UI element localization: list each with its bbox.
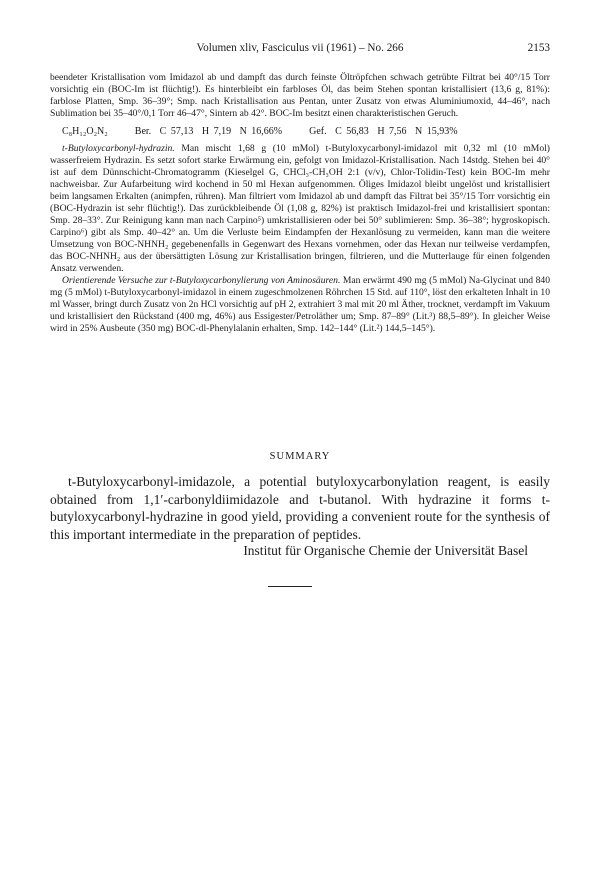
- calculated-n: N 16,66%: [239, 126, 283, 137]
- journal-title: Volumen xliv, Fasciculus vii (1961) – No. 266: [196, 42, 404, 54]
- summary-text: t-Butyloxycarbonyl-imidazole, a potential butyloxycarbonylation reagent, is easily obtained from 1,1′-carbonyldiimidazole and t-butanol. With hydrazine it forms t-butyloxycarbonyl-hydrazine in good yield, providing a convenient route for the synthesis of this important intermediate in the preparation of peptides.: [50, 474, 550, 542]
- calculated-c: C 57,13: [159, 126, 194, 137]
- paragraph-hydrazine-title: t-Butyloxycarbonyl-hydrazin.: [62, 143, 175, 154]
- found-n: N 15,93%: [415, 126, 458, 137]
- end-rule: [268, 586, 312, 587]
- calculated-label: Ber.: [134, 126, 152, 137]
- calculated-h: H 7,19: [201, 126, 232, 137]
- paragraph-hydrazine: [50, 143, 550, 275]
- paragraph-amino-acids: [50, 275, 550, 335]
- molecular-formula: C₈H₁₂O₂N₂: [62, 126, 108, 137]
- found-c: C 56,83: [335, 126, 369, 137]
- paragraph-amino-acids-title: Orientierende Versuche zur t-Butyloxycarbonylierung von Aminosäuren.: [62, 275, 341, 286]
- page-number: 2153: [527, 42, 550, 54]
- summary-heading: SUMMARY: [269, 451, 331, 462]
- found-label: Gef.: [309, 126, 327, 137]
- paragraph-amino-acids-text: Man erwärmt 490 mg (5 mMol) Na-Glycinat und 840 mg (5 mMol) t-Butyloxycarbonyl-imidazol in einem zugeschmolzenen Röhrchen 15 Std. auf 110°, löst den erkalteten Inhalt in 10 ml Wasser, bringt durch Zusatz von 2n HCl vorsichtig auf pH 2, extrahiert 3 mal mit 20 ml Äther, trocknet, verdampft im Vakuum und kristallisiert den Rückstand (400 mg, 46%) aus Essigester/Petroläther um; Smp. 87–89° (Lit.³) 88,5–89°). In gleicher Weise wird in 25% Ausbeute (350 mg) BOC-dl-Phenylalanin erhalten, Smp. 142–144° (Lit.²) 144,5–145°).: [50, 275, 550, 334]
- found-h: H 7,56: [377, 126, 407, 137]
- paragraph-hydrazine-text: Man mischt 1,68 g (10 mMol) t-Butyloxycarbonyl-imidazol mit 0,32 ml (10 mMol) wasserfreiem Hydrazin. Es setzt sofort starke Erwärmung ein, gefolgt von Imidazol-Kristallisation. Nach 14stdg. Stehen bei 40° ist auf dem Dünnschicht-Chromatogramm (Kieselgel G, CHCl₃-CH₃OH 2:1 (v/v), Chlor-Tolidin-Test) kein BOC-Im mehr nachweisbar. Zur Aufarbeitung wird kochend in 50 ml Hexan aufgenommen. Öliges Imidazol bleibt ungelöst und kristallisiert beim langsamen Erkalten (animpfen, rühren). Man filtriert vom Imidazol ab und dampft das Filtrat bei 35°/15 Torr vorsichtig ein (BOC-Hydrazin ist sehr flüchtig!). Das zurückbleibende Öl (1,08 g, 82%) ist praktisch Imidazol-frei und kristallisiert spontan: Smp. 28–33°. Zur Reinigung kann man nach Carpino⁵) umkristallisieren oder bei 50° sublimieren: Smp. 36–38°; hygroskopisch. Carpino⁶) gibt als Smp. 40–42° an. Um die Verluste beim Eindampfen der Hexanlösung zu vermeiden, kann man die weitere Umsetzung von BOC-NHNH₂ gegebenenfalls in Gegenwart des Hexans vornehmen, oder das Hexan nur teilweise verdampfen, das BOC-NHNH₂ aus der übersättigten Lösung zur Kristallisation bringen, filtrieren, und die Mutterlauge für einen folgenden Ansatz verwenden.: [50, 143, 550, 274]
- experimental-text: [50, 72, 550, 335]
- paragraph-crystallisation: beendeter Kristallisation vom Imidazol ab und dampft das durch feinste Öltröpfchen schwach getrübte Filtrat bei 40°/15 Torr vorsichtig ein (BOC-Im ist flüchtig!). Es hinterbleibt ein farbloses Öl, das beim Stehen spontan kristallisiert (13,6 g, 81%): farblose Platten, Smp. 36–39°; Smp. nach Kristallisation aus Pentan, unter Zusatz von etwas Aluminiumoxid, 44–46°, nach Sublimation bei 35–40°/0,1 Torr 46–47°, Sintern ab 42°. BOC-Im besitzt einen charakteristischen Geruch.: [50, 72, 550, 119]
- elemental-analysis: [50, 126, 550, 138]
- institute-affiliation: Institut für Organische Chemie der Universität Basel: [243, 543, 528, 558]
